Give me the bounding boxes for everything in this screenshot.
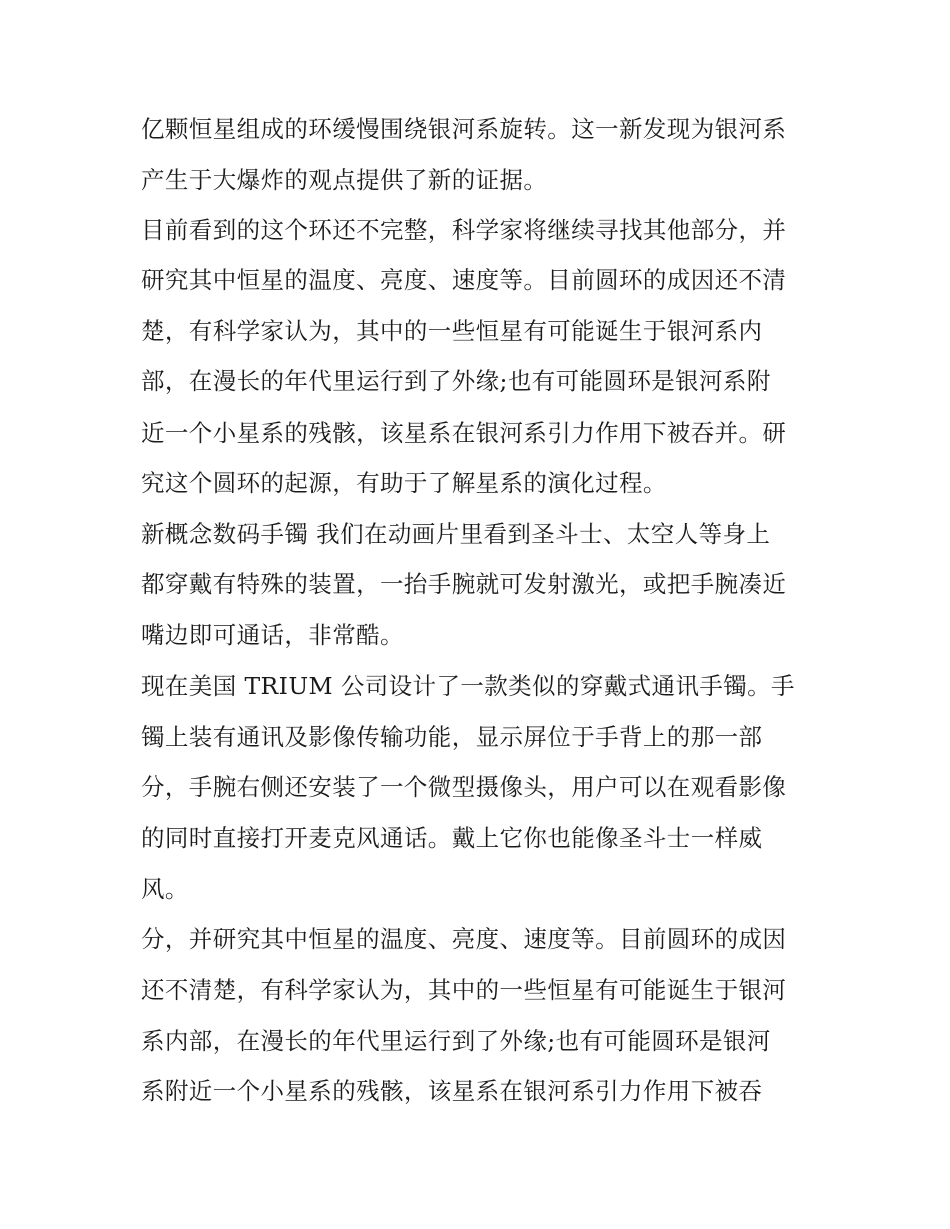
text-line: 究这个圆环的起源，有助于了解星系的演化过程。 — [141, 469, 667, 497]
text-line: 目前看到的这个环还不完整，科学家将继续寻找其他部分，并 — [141, 216, 787, 244]
text-line: 分，并研究其中恒星的温度、亮度、速度等。目前圆环的成因 — [141, 925, 787, 953]
text-line: 现在美国 TRIUM 公司设计了一款类似的穿戴式通讯手镯。手 — [141, 672, 795, 700]
text-line: 近一个小星系的残骸，该星系在银河系引力作用下被吞并。研 — [141, 419, 787, 447]
text-line: 风。 — [141, 875, 189, 903]
text-line: 新概念数码手镯 我们在动画片里看到圣斗士、太空人等身上 — [141, 520, 771, 548]
text-line: 亿颗恒星组成的环缓慢围绕银河系旋转。这一新发现为银河系 — [141, 115, 787, 143]
text-line: 嘴边即可通话，非常酷。 — [141, 621, 404, 649]
text-line: 都穿戴有特殊的装置，一抬手腕就可发射激光，或把手腕凑近 — [141, 570, 787, 598]
text-line: 还不清楚，有科学家认为，其中的一些恒星有可能诞生于银河 — [141, 976, 787, 1004]
text-line: 镯上装有通讯及影像传输功能，显示屏位于手背上的那一部 — [141, 723, 763, 751]
text-line: 楚，有科学家认为，其中的一些恒星有可能诞生于银河系内 — [141, 317, 763, 345]
text-line: 系附近一个小星系的残骸，该星系在银河系引力作用下被吞 — [141, 1077, 763, 1105]
text-line: 分，手腕右侧还安装了一个微型摄像头，用户可以在观看影像 — [141, 773, 787, 801]
text-line: 的同时直接打开麦克风通话。戴上它你也能像圣斗士一样威 — [141, 824, 763, 852]
text-line: 产生于大爆炸的观点提供了新的证据。 — [141, 166, 548, 194]
text-line: 研究其中恒星的温度、亮度、速度等。目前圆环的成因还不清 — [141, 266, 787, 294]
text-line: 部，在漫长的年代里运行到了外缘;也有可能圆环是银河系附 — [141, 367, 771, 395]
text-line: 系内部，在漫长的年代里运行到了外缘;也有可能圆环是银河 — [141, 1027, 771, 1055]
